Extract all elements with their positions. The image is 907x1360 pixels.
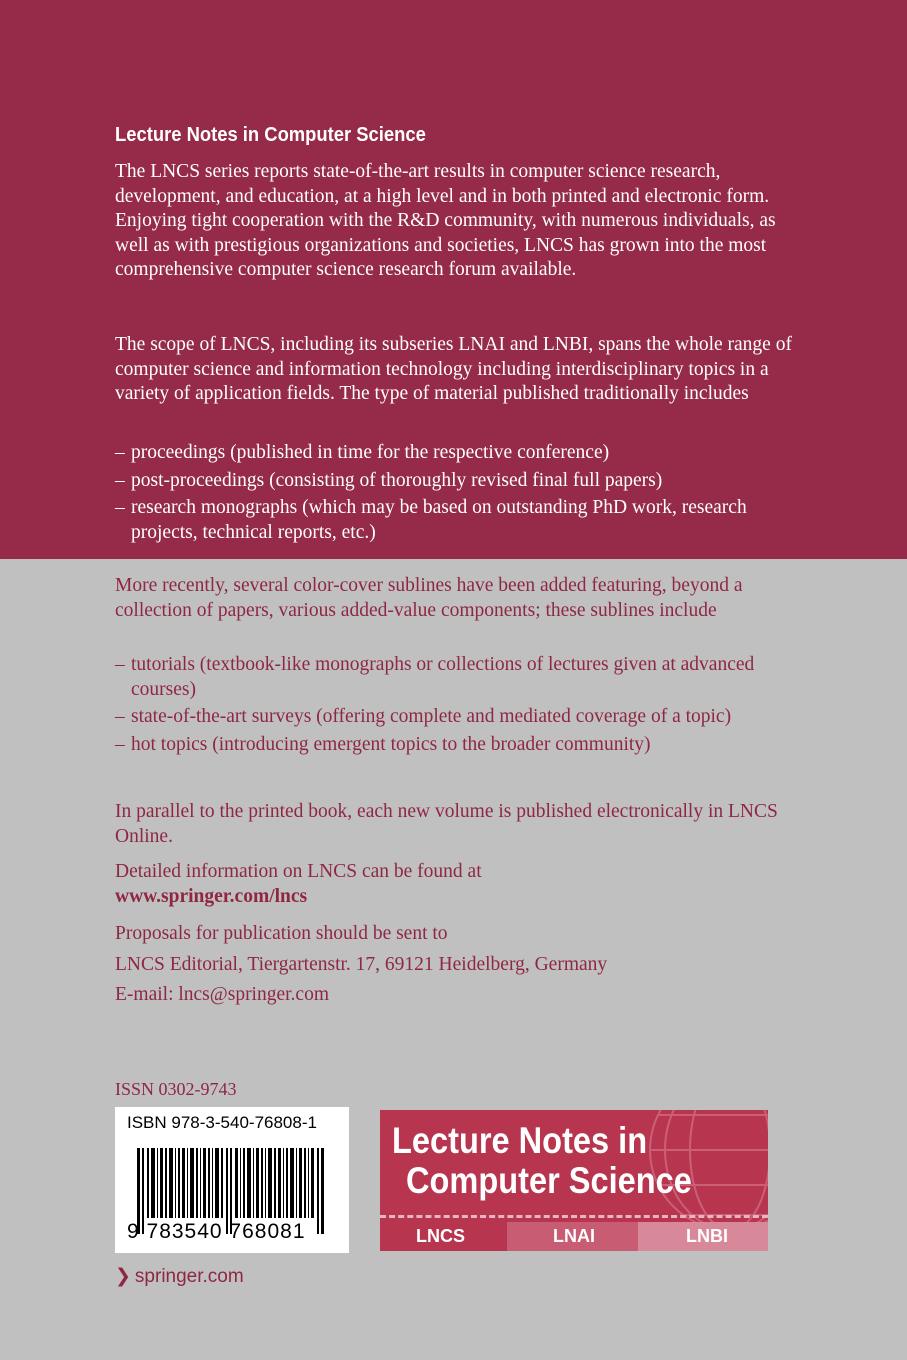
sublines-list <box>115 653 805 757</box>
sublines-paragraph: More recently, several color-cover sublines have been added featuring, beyond a collection of papers, various added-value components; these sublines include <box>115 575 743 621</box>
list-item: – state-of-the-art surveys (offering complete and mediated coverage of a topic) <box>115 706 732 728</box>
info-paragraph: Detailed information on LNCS can be found at <box>115 861 482 882</box>
scope-paragraph: The scope of LNCS, including its subseries LNAI and LNBI, spans the whole range of computer science and information technology including interdisciplinary topics in a variety of application fields. The type of material published traditionally includes <box>115 334 792 405</box>
logo-title-line2: Computer Science <box>406 1160 692 1201</box>
lncs-logo <box>380 1110 768 1251</box>
logo-tab-lnai: LNAI <box>553 1226 595 1246</box>
traditional-material-list <box>115 441 805 545</box>
list-item: – proceedings (published in time for the respective conference) <box>115 442 610 463</box>
series-title: Lecture Notes in Computer Science <box>115 124 426 146</box>
springer-link-label: springer.com <box>134 1266 244 1287</box>
editorial-address: LNCS Editorial, Tiergartenstr. 17, 69121 Heidelberg, Germany <box>115 954 608 975</box>
logo-tab-lnbi: LNBI <box>686 1226 728 1246</box>
barcode-box <box>115 1107 349 1253</box>
springer-link[interactable] <box>115 1265 244 1288</box>
logo-divider <box>380 1215 768 1218</box>
logo-tab-lncs: LNCS <box>416 1226 465 1246</box>
proposals-paragraph: Proposals for publication should be sent to <box>115 923 448 944</box>
list-item: – tutorials (textbook-like monographs or collections of lectures given at advanced courses) <box>115 654 755 700</box>
list-item: – hot topics (introducing emergent topics to the broader community) <box>115 733 651 755</box>
online-paragraph: In parallel to the printed book, each new volume is published electronically in LNCS Online. <box>115 801 778 847</box>
contact-email: E-mail: lncs@springer.com <box>115 984 329 1005</box>
lncs-url-link[interactable]: www.springer.com/lncs <box>115 886 308 907</box>
issn-number: ISSN 0302-9743 <box>115 1079 237 1099</box>
chevron-right-icon: ❯ <box>115 1266 131 1287</box>
logo-title-line1: Lecture Notes in <box>392 1120 648 1161</box>
isbn-number: ISBN 978-3-540-76808-1 <box>127 1113 317 1132</box>
list-item: – research monographs (which may be based on outstanding PhD work, research projects, technical reports, etc.) <box>115 497 747 543</box>
barcode-digits: 9 783540 768081 <box>127 1220 306 1243</box>
list-item: – post-proceedings (consisting of thoroughly revised final full papers) <box>115 469 663 491</box>
intro-paragraph: The LNCS series reports state-of-the-art results in computer science research, development, and education, at a high level and in both printed and electronic form. Enjoying tight cooperation with the R&D community, with numerous individuals, as well as with prestigious organizations and societies, LNCS has grown into the most comprehensive computer science research forum available. <box>115 161 776 281</box>
